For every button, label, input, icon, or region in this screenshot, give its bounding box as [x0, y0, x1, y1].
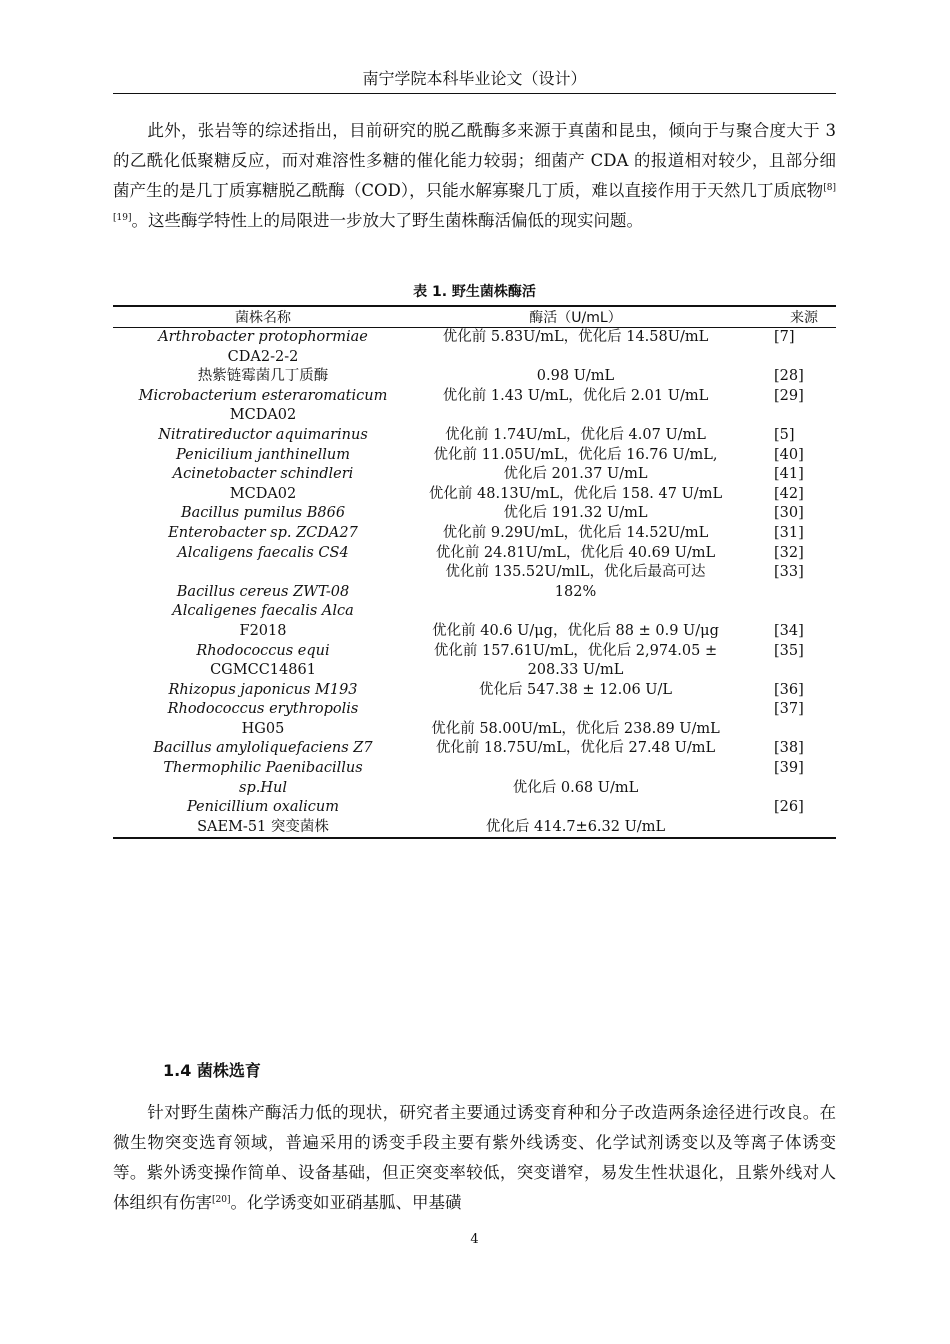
activity-line: 优化后 414.7±6.32 U/mL [485, 818, 666, 835]
table-row [113, 544, 836, 564]
activity-cell [413, 485, 738, 505]
source-cell [738, 485, 836, 505]
activity-cell [413, 504, 738, 524]
paragraph-2 [113, 1098, 836, 1218]
strain-name-line: Bacillus amyloliquefaciens Z7 [153, 740, 373, 757]
source-cell [738, 387, 836, 426]
activity-line: 优化前 1.74U/mL，优化后 4.07 U/mL [445, 426, 706, 443]
source-line: [31] [774, 524, 804, 541]
source-line: [39] [774, 760, 804, 777]
activity-line: 优化前 5.83U/mL，优化后 14.58U/mL [442, 329, 709, 345]
strain-name-cell [113, 446, 413, 466]
activity-cell [413, 563, 738, 602]
data-table [113, 305, 836, 839]
table-row [113, 700, 836, 739]
table-row [113, 426, 836, 446]
strain-name-line [113, 563, 413, 583]
header-enzyme-activity: 酶活（U/mL） [529, 310, 622, 326]
source-line [774, 348, 836, 368]
strain-name-cell [113, 642, 413, 681]
activity-line [413, 759, 738, 779]
strain-name-line: CGMCC14861 [210, 662, 316, 679]
activity-line: 优化前 135.52U/mlL，优化后最高可达 [445, 564, 706, 581]
source-line: [38] [774, 740, 804, 757]
source-line: [28] [774, 368, 804, 385]
table-row [113, 328, 836, 367]
table-bottom-rule [113, 837, 836, 839]
page-header: 南宁学院本科毕业论文（设计） [362, 69, 587, 88]
source-line: [34] [774, 622, 804, 639]
activity-cell [413, 759, 738, 798]
source-line [774, 583, 836, 603]
activity-line: 优化后 191.32 U/mL [503, 505, 648, 522]
strain-name-line: 热紫链霉菌几丁质酶 [197, 368, 329, 385]
activity-cell [413, 524, 738, 544]
strain-name-cell [113, 426, 413, 446]
strain-name-line: Acinetobacter schindleri [172, 466, 354, 483]
source-line: [5] [774, 426, 795, 443]
table-row [113, 759, 836, 798]
activity-line: 优化前 40.6 U/μg，优化后 88 ± 0.9 U/μg [432, 622, 719, 639]
activity-line: 优化前 9.29U/mL，优化后 14.52U/mL [442, 524, 709, 541]
table-row [113, 485, 836, 505]
table-row [113, 681, 836, 701]
table-row [113, 563, 836, 602]
strain-name-cell [113, 798, 413, 837]
activity-line: 优化前 58.00U/mL，优化后 238.89 U/mL [431, 720, 720, 737]
source-cell [738, 446, 836, 466]
activity-cell [413, 465, 738, 485]
activity-cell [413, 642, 738, 681]
source-line: [35] [774, 642, 804, 659]
strain-name-cell [113, 563, 413, 602]
strain-name-line: Microbacterium esteraromaticum [138, 387, 388, 404]
activity-line: 优化后 547.38 ± 12.06 U/L [478, 681, 673, 698]
source-cell [738, 739, 836, 759]
strain-name-line: F2018 [239, 622, 287, 639]
strain-name-line: Alcaligenes faecalis Alca [172, 603, 354, 620]
activity-line [413, 602, 738, 622]
strain-name-line: Rhodococcus erythropolis [167, 701, 359, 718]
activity-cell [413, 681, 738, 701]
strain-name-line: Bacillus pumilus B866 [180, 505, 346, 522]
activity-line [413, 406, 738, 426]
activity-line [413, 798, 738, 818]
activity-line: 208.33 U/mL [527, 662, 624, 679]
table-row [113, 642, 836, 681]
source-line [774, 779, 836, 799]
strain-name-line: MCDA02 [229, 407, 297, 424]
activity-line [413, 348, 738, 368]
table-row [113, 798, 836, 837]
source-line [774, 661, 836, 681]
header-source: 来源 [790, 310, 818, 326]
table-row [113, 504, 836, 524]
strain-name-cell [113, 759, 413, 798]
strain-name-line: Penicilium janthinellum [176, 446, 350, 463]
source-line [774, 406, 836, 426]
citation: [8][19] [113, 183, 836, 223]
activity-line: 优化后 0.68 U/mL [512, 779, 639, 796]
source-cell [738, 328, 836, 367]
strain-name-cell [113, 681, 413, 701]
strain-name-cell [113, 544, 413, 564]
strain-name-cell [113, 739, 413, 759]
source-line: [26] [774, 799, 804, 816]
activity-cell [413, 544, 738, 564]
source-cell [738, 798, 836, 837]
strain-name-line: Arthrobacter protophormiae [158, 329, 368, 345]
strain-name-line: Thermophilic Paenibacillus [163, 760, 363, 777]
strain-name-cell [113, 367, 413, 387]
strain-name-cell [113, 602, 413, 641]
table-row [113, 387, 836, 426]
strain-name-line: Rhizopus japonicus M193 [168, 681, 358, 698]
strain-name-line: Rhodococcus equi [196, 642, 330, 659]
page-number: 4 [470, 1232, 479, 1247]
strain-name-line: Nitratireductor aquimarinus [158, 426, 368, 443]
activity-line: 优化前 11.05U/mL，优化后 16.76 U/mL, [433, 446, 718, 463]
activity-cell [413, 446, 738, 466]
table-caption: 表 1. 野生菌株酶活 [413, 284, 536, 300]
activity-line: 优化前 48.13U/mL，优化后 158. 47 U/mL [428, 485, 723, 502]
activity-cell [413, 739, 738, 759]
source-cell [738, 642, 836, 681]
table-header-row [113, 307, 836, 327]
activity-line: 优化前 1.43 U/mL，优化后 2.01 U/mL [442, 387, 709, 404]
strain-name-line: HG05 [241, 720, 285, 737]
source-line [774, 602, 836, 622]
activity-line [413, 700, 738, 720]
source-line: [29] [774, 387, 804, 404]
activity-line: 0.98 U/mL [536, 368, 615, 385]
source-line: [7] [774, 329, 795, 345]
strain-name-cell [113, 485, 413, 505]
strain-name-line: sp.Hul [239, 779, 287, 796]
header-rule [113, 93, 836, 94]
source-cell [738, 759, 836, 798]
paragraph-1 [113, 116, 836, 236]
source-cell [738, 426, 836, 446]
activity-cell [413, 602, 738, 641]
strain-name-cell [113, 387, 413, 426]
strain-name-line: SAEM-51 突变菌株 [197, 818, 329, 835]
activity-line: 优化前 157.61U/mL，优化后 2,974.05 ± [433, 642, 718, 659]
paragraph-2-text: 针对野生菌株产酶活力低的现状，研究者主要通过诱变育种和分子改造两条途径进行改良。在微生物突变选育领域，普遍采用的诱变手段主要有紫外线诱变、化学试剂诱变以及等离子体诱变等。紫外诱变操作简单、设备基础，但正突变率较低，突变谱窄，易发生性状退化，且紫外线对人体组织有伤害 [113, 1103, 836, 1212]
source-cell [738, 504, 836, 524]
source-cell [738, 524, 836, 544]
source-cell [738, 465, 836, 485]
activity-line: 优化后 201.37 U/mL [503, 466, 648, 483]
table-row [113, 739, 836, 759]
strain-name-line: Bacillus cereus ZWT-08 [176, 583, 350, 600]
paragraph-2-tail: 。化学诱变如亚硝基胍、甲基磺 [230, 1193, 462, 1212]
strain-name-cell [113, 504, 413, 524]
activity-line: 优化前 24.81U/mL，优化后 40.69 U/mL [435, 544, 716, 561]
strain-name-cell [113, 465, 413, 485]
source-line: [40] [774, 446, 804, 463]
source-cell [738, 563, 836, 602]
source-cell [738, 700, 836, 739]
source-line [774, 818, 836, 838]
activity-cell [413, 387, 738, 426]
strain-name-cell [113, 700, 413, 739]
activity-line: 优化前 18.75U/mL，优化后 27.48 U/mL [435, 740, 716, 757]
paragraph-1-text: 此外，张岩等的综述指出，目前研究的脱乙酰酶多来源于真菌和昆虫，倾向于与聚合度大于 3 的乙酰化低聚糖反应，而对难溶性多糖的催化能力较弱；细菌产 CDA 的报道相对较少，且部分细菌产生的是几丁质寡糖脱乙酰酶（COD），只能水解寡聚几丁质，难以直接作用于天然几丁质底物 [113, 121, 836, 200]
source-line: [42] [774, 485, 804, 502]
citation: [20] [212, 1195, 231, 1205]
strain-name-line: MCDA02 [229, 485, 297, 502]
activity-cell [413, 426, 738, 446]
source-line: [36] [774, 681, 804, 698]
table-row [113, 367, 836, 387]
source-line: [41] [774, 466, 804, 483]
activity-line: 182% [554, 583, 597, 600]
table-row [113, 446, 836, 466]
paragraph-1-tail: 。这些酶学特性上的局限进一步放大了野生菌株酶活偏低的现实问题。 [131, 211, 643, 230]
source-cell [738, 544, 836, 564]
strain-name-line: Enterobacter sp. ZCDA27 [168, 524, 358, 541]
table-row [113, 524, 836, 544]
source-cell [738, 602, 836, 641]
activity-cell [413, 367, 738, 387]
source-line: [32] [774, 544, 804, 561]
source-cell [738, 367, 836, 387]
source-line: [30] [774, 505, 804, 522]
section-title: 1.4 菌株选育 [163, 1061, 261, 1080]
source-line [774, 720, 836, 740]
strain-name-line: Penicillium oxalicum [186, 799, 340, 816]
strain-name-cell [113, 524, 413, 544]
table-row [113, 602, 836, 641]
strain-name-line: CDA2-2-2 [227, 348, 299, 365]
header-strain-name: 菌株名称 [235, 310, 291, 326]
activity-cell [413, 328, 738, 367]
source-cell [738, 681, 836, 701]
source-line: [37] [774, 701, 804, 718]
strain-name-line: Alcaligens faecalis CS4 [177, 544, 349, 561]
strain-name-cell [113, 328, 413, 367]
source-line: [33] [774, 564, 804, 581]
activity-cell [413, 798, 738, 837]
table-body [113, 328, 836, 837]
activity-cell [413, 700, 738, 739]
table-row [113, 465, 836, 485]
